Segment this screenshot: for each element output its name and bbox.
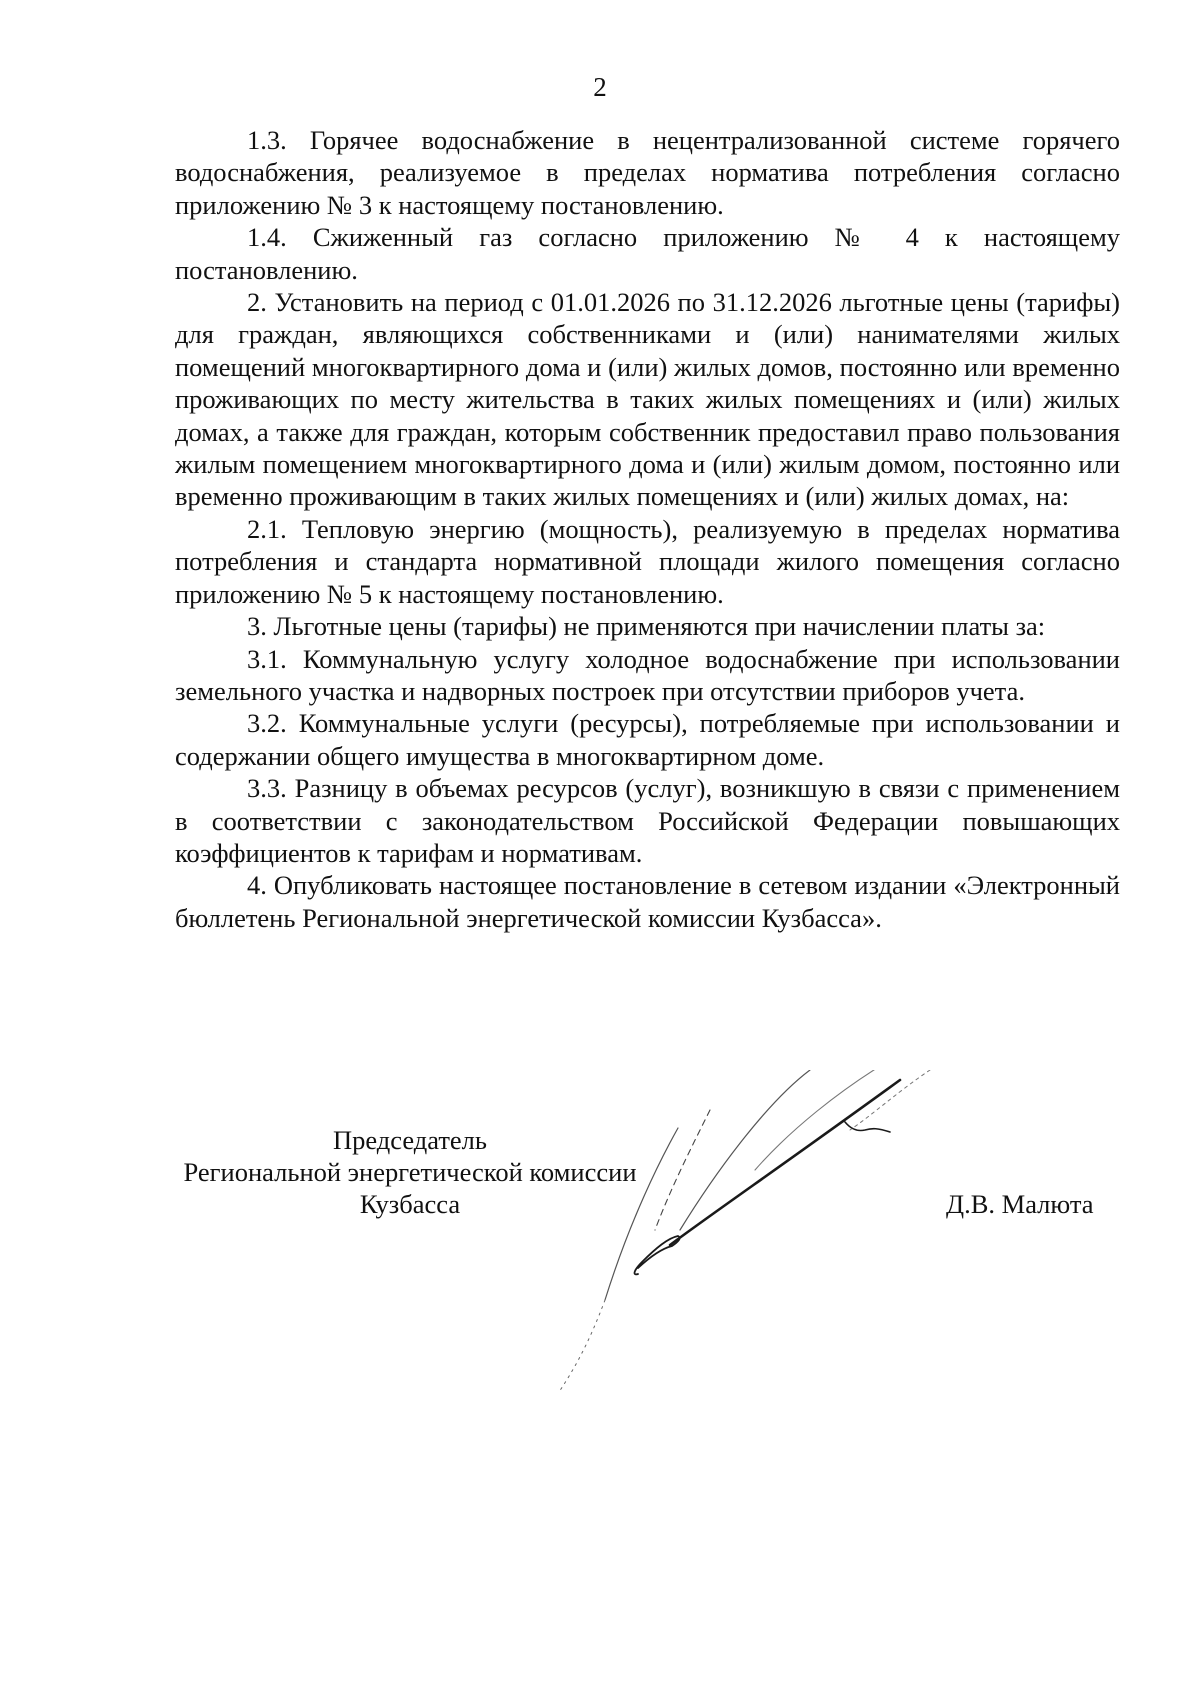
signature-stroke-right: [850, 1070, 930, 1130]
paragraph-4: 4. Опубликовать настоящее постановление в сетевом издании «Электронный бюллетень Региональной энергетической комиссии Кузбасса».: [175, 870, 1120, 933]
page-number: 2: [593, 72, 607, 102]
paragraph-3-3: 3.3. Разницу в объемах ресурсов (услуг), возникшую в связи с применением в соответствии с законодательством Российской Федерации повышающих коэффициентов к тарифам и нормативам.: [175, 773, 1120, 868]
paragraph-3: 3. Льготные цены (тарифы) не применяются при начислении платы за:: [247, 611, 1046, 642]
signatory-title-line-2: Региональной энергетической комиссии: [183, 1157, 637, 1187]
paragraph-1-3: 1.3. Горячее водоснабжение в нецентрализованной системе горячего водоснабжения, реализуемое в пределах норматива потребления согласно приложению № 3 к настоящему постановлению.: [175, 125, 1120, 220]
paragraph-2-1: 2.1. Тепловую энергию (мощность), реализуемую в пределах норматива потребления и стандарта нормативной площади жилого помещения согласно приложению № 5 к настоящему постановлению.: [175, 513, 1120, 609]
signature-stroke-upper: [680, 1070, 810, 1230]
signatory-title-line-1: Председатель: [333, 1125, 487, 1155]
paragraph-1-4: 1.4. Сжиженный газ согласно приложению № 4 к настоящему постановлению.: [175, 222, 1120, 285]
signature-stroke-hook: [845, 1122, 890, 1132]
signer-name: Д.В. Малюта: [946, 1189, 1094, 1219]
signature-stroke-inner: [655, 1110, 710, 1230]
paragraph-3-2: 3.2. Коммунальные услуги (ресурсы), потребляемые при использовании и содержании общего имущества в многоквартирном доме.: [175, 708, 1120, 771]
handwritten-signature: [560, 1070, 980, 1430]
signature-stroke-tail: [560, 1300, 605, 1405]
paragraph-2: 2. Установить на период с 01.01.2026 по 31.12.2026 льготные цены (тарифы) для граждан, являющихся собственниками и (или) нанимателями жилых помещений многоквартирного дома и (или) жилых домов, постоянно или временно проживающих по месту жительства в таких жилых помещениях и (или) жилых домах, а также для граждан, которым собственник предоставил право пользования жилым помещением многоквартирного дома и (или) жилым домом, постоянно или временно проживающим в таких жилых помещениях и (или) жилых домах, на:: [175, 287, 1120, 512]
document-body: [175, 124, 1120, 934]
paragraph-3-1: 3.1. Коммунальную услугу холодное водоснабжение при использовании земельного участка и надворных построек при отсутствии приборов учета.: [175, 643, 1120, 706]
signature-stroke-far: [755, 1070, 890, 1170]
signature-stroke-main: [670, 1080, 900, 1245]
signature-stroke-left: [605, 1128, 678, 1300]
signatory-title-line-3: Кузбасса: [359, 1189, 461, 1219]
